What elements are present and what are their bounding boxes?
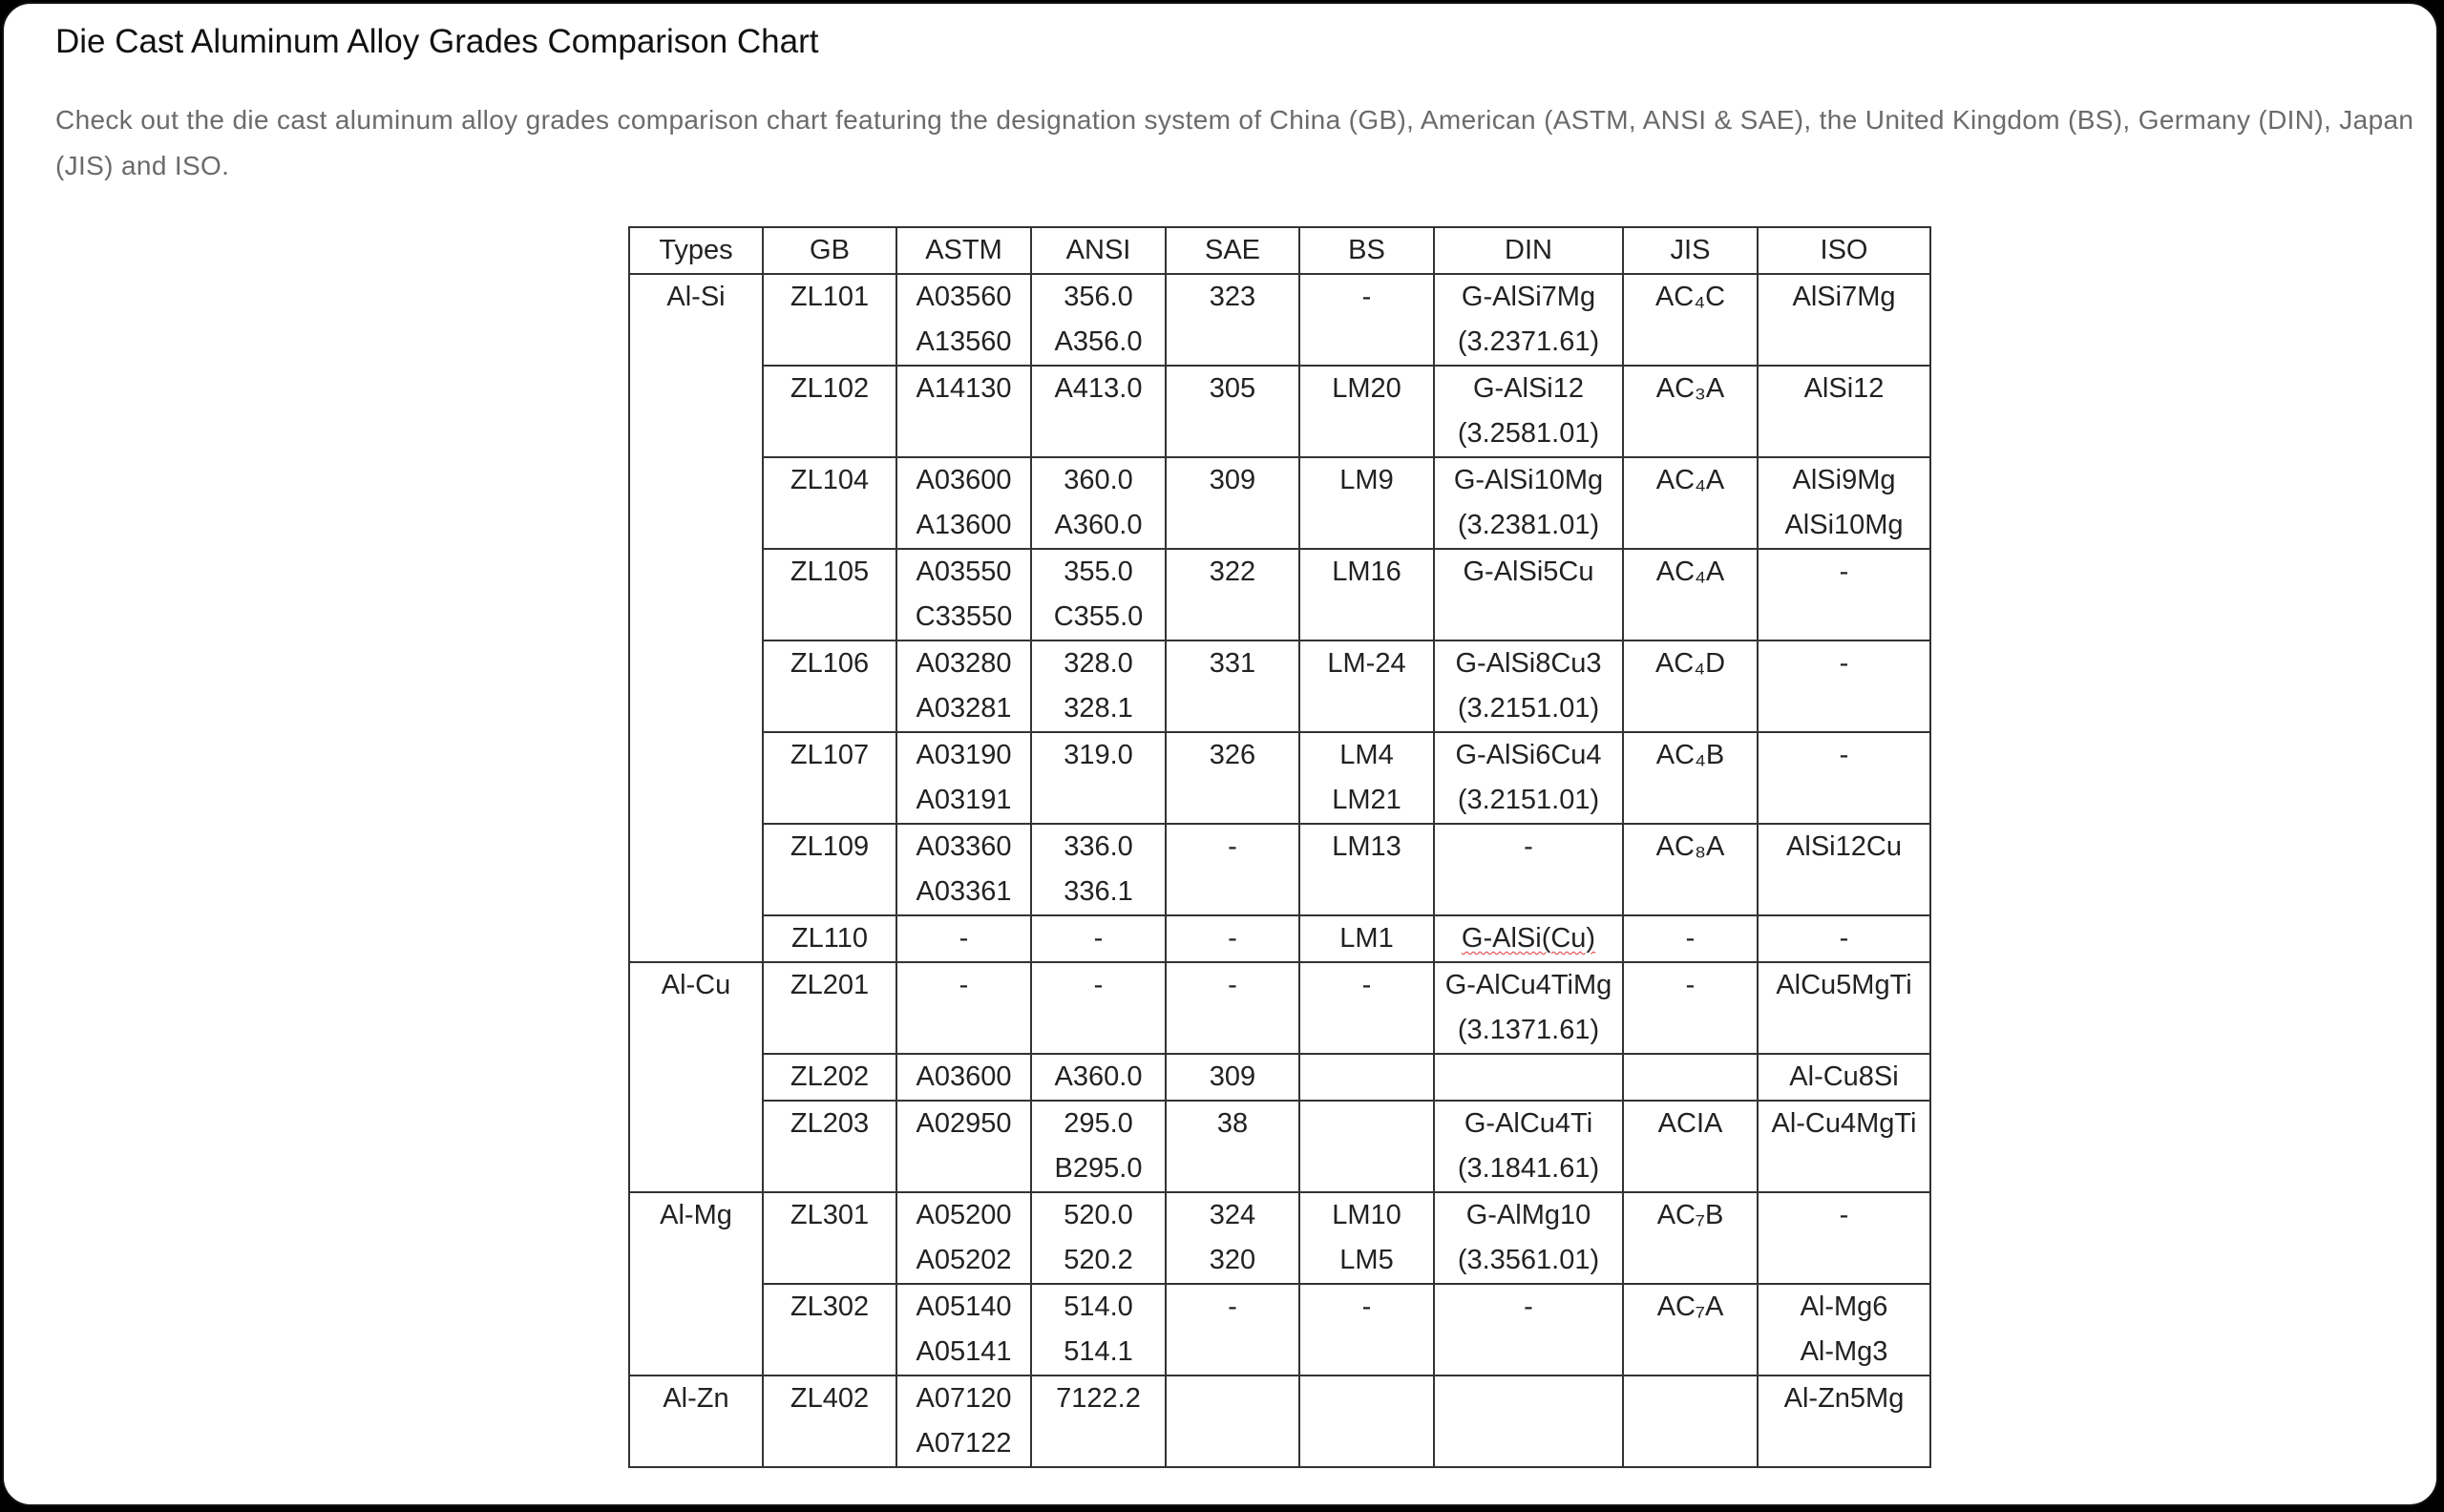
- cell-jis: ACIA: [1623, 1101, 1758, 1192]
- cell-astm: [896, 915, 1031, 962]
- cell-line: G-AlCu4Ti: [1464, 1108, 1593, 1139]
- column-header: JIS: [1623, 227, 1758, 274]
- cell-bs: [1299, 457, 1434, 549]
- cell-sae: [1166, 1054, 1299, 1101]
- cell-line: A360.0: [1054, 510, 1143, 540]
- cell-line: -: [1839, 648, 1849, 679]
- cell-ansi: [1031, 549, 1166, 640]
- cell-line: A03191: [916, 785, 1012, 815]
- cell-line: AlSi7Mg: [1792, 282, 1896, 312]
- cell-astm: [896, 549, 1031, 640]
- cell-din: [1434, 457, 1623, 549]
- cell-gb: ZL109: [763, 824, 896, 915]
- cell-line: A07120: [916, 1383, 1012, 1414]
- cell-line: -: [1228, 923, 1237, 954]
- table-body: [629, 274, 1930, 1467]
- cell-line: AlSi12: [1803, 373, 1885, 404]
- cell-iso: [1758, 549, 1930, 640]
- cell-line: 355.0: [1064, 556, 1133, 587]
- cell-iso: [1758, 1054, 1930, 1101]
- table-row: [629, 1284, 1930, 1376]
- cell-line: Al-Mg6: [1800, 1292, 1888, 1322]
- cell-din: [1434, 1054, 1623, 1101]
- cell-line: G-AlSi7Mg: [1461, 282, 1596, 312]
- cell-line: -: [959, 923, 969, 954]
- cell-gb: ZL302: [763, 1284, 896, 1376]
- cell-ansi: [1031, 1376, 1166, 1467]
- cell-din: [1434, 640, 1623, 732]
- cell-line: 356.0: [1064, 282, 1133, 312]
- cell-line: LM21: [1332, 785, 1401, 815]
- cell-line: G-AlSi6Cu4: [1455, 740, 1602, 770]
- cell-jis: -: [1623, 962, 1758, 1054]
- cell-din: [1434, 1101, 1623, 1192]
- cell-line: -: [1228, 1292, 1237, 1322]
- cell-line: 328.1: [1064, 693, 1133, 724]
- cell-line: 328.0: [1064, 648, 1133, 679]
- cell-line: A360.0: [1054, 1061, 1143, 1092]
- table-row: [629, 732, 1930, 824]
- cell-iso: [1758, 732, 1930, 824]
- cell-din: [1434, 824, 1623, 915]
- cell-gb: ZL102: [763, 366, 896, 457]
- cell-astm: [896, 366, 1031, 457]
- column-header: Types: [629, 227, 763, 274]
- cell-line: 38: [1216, 1108, 1249, 1139]
- cell-line: A03280: [916, 648, 1012, 679]
- table-row: [629, 1101, 1930, 1192]
- cell-line: 305: [1209, 373, 1256, 404]
- cell-line: G-AlSi(Cu): [1461, 923, 1596, 954]
- cell-sae: [1166, 1376, 1299, 1467]
- cell-type: [629, 640, 763, 732]
- cell-type: [629, 915, 763, 962]
- cell-gb: ZL104: [763, 457, 896, 549]
- cell-line: Al-Cu4MgTi: [1771, 1108, 1917, 1139]
- cell-astm: [896, 962, 1031, 1054]
- table-row: [629, 915, 1930, 962]
- cell-line: A07122: [916, 1428, 1012, 1459]
- cell-iso: [1758, 962, 1930, 1054]
- cell-line: A14130: [916, 373, 1012, 404]
- cell-type: [629, 1054, 763, 1101]
- table-row: [629, 274, 1930, 366]
- cell-line: Al-Mg3: [1800, 1336, 1888, 1367]
- cell-bs: [1299, 274, 1434, 366]
- cell-line: 323: [1209, 282, 1256, 312]
- column-header: ISO: [1758, 227, 1930, 274]
- cell-sae: [1166, 915, 1299, 962]
- cell-ansi: [1031, 915, 1166, 962]
- cell-iso: [1758, 1192, 1930, 1284]
- cell-bs: [1299, 1376, 1434, 1467]
- cell-line: LM10: [1332, 1200, 1401, 1230]
- cell-iso: [1758, 640, 1930, 732]
- table-row: [629, 366, 1930, 457]
- cell-line: G-AlSi8Cu3: [1455, 648, 1602, 679]
- cell-ansi: [1031, 1284, 1166, 1376]
- cell-jis: AC₄A: [1623, 549, 1758, 640]
- cell-line: (3.2151.01): [1457, 693, 1600, 724]
- cell-din: [1434, 915, 1623, 962]
- cell-jis: AC₄C: [1623, 274, 1758, 366]
- cell-ansi: [1031, 640, 1166, 732]
- cell-line: Al-Zn5Mg: [1783, 1383, 1905, 1414]
- cell-type: Al-Si: [629, 274, 763, 366]
- cell-sae: [1166, 1284, 1299, 1376]
- cell-bs: [1299, 915, 1434, 962]
- cell-astm: [896, 1284, 1031, 1376]
- cell-astm: [896, 1376, 1031, 1467]
- cell-type: Al-Cu: [629, 962, 763, 1054]
- cell-sae: [1166, 549, 1299, 640]
- cell-ansi: [1031, 1054, 1166, 1101]
- cell-bs: [1299, 732, 1434, 824]
- cell-line: LM-24: [1327, 648, 1406, 679]
- cell-astm: [896, 1101, 1031, 1192]
- cell-type: Al-Zn: [629, 1376, 763, 1467]
- cell-bs: [1299, 1284, 1434, 1376]
- cell-line: -: [1839, 556, 1849, 587]
- cell-ansi: [1031, 732, 1166, 824]
- cell-line: 520.0: [1064, 1200, 1133, 1230]
- cell-ansi: [1031, 457, 1166, 549]
- cell-bs: [1299, 1192, 1434, 1284]
- cell-line: -: [1839, 740, 1849, 770]
- alloy-grades-table: [628, 226, 1931, 1468]
- cell-line: A03360: [916, 831, 1012, 862]
- cell-iso: [1758, 457, 1930, 549]
- cell-gb: ZL105: [763, 549, 896, 640]
- table-row: [629, 1054, 1930, 1101]
- cell-line: LM20: [1332, 373, 1401, 404]
- cell-ansi: [1031, 1101, 1166, 1192]
- cell-line: A03600: [916, 465, 1012, 495]
- table-row: [629, 1376, 1930, 1467]
- cell-line: 514.0: [1064, 1292, 1133, 1322]
- cell-jis: [1623, 1054, 1758, 1101]
- cell-line: (3.2581.01): [1457, 418, 1600, 449]
- column-header: SAE: [1166, 227, 1299, 274]
- cell-line: AlSi10Mg: [1784, 510, 1904, 540]
- cell-iso: [1758, 1376, 1930, 1467]
- cell-jis: AC₄A: [1623, 457, 1758, 549]
- cell-astm: [896, 824, 1031, 915]
- cell-din: [1434, 962, 1623, 1054]
- cell-line: LM4: [1339, 740, 1394, 770]
- cell-line: -: [1093, 923, 1104, 954]
- cell-sae: [1166, 962, 1299, 1054]
- column-header: GB: [763, 227, 896, 274]
- cell-type: [629, 549, 763, 640]
- cell-line: A03361: [916, 876, 1012, 907]
- cell-din: [1434, 1192, 1623, 1284]
- cell-line: AlSi12Cu: [1786, 831, 1902, 862]
- cell-line: LM9: [1339, 465, 1394, 495]
- cell-sae: [1166, 1192, 1299, 1284]
- cell-ansi: [1031, 962, 1166, 1054]
- cell-line: LM1: [1339, 923, 1394, 954]
- cell-line: A03600: [916, 1061, 1012, 1092]
- column-header: BS: [1299, 227, 1434, 274]
- cell-line: A413.0: [1054, 373, 1143, 404]
- cell-line: 336.0: [1064, 831, 1133, 862]
- cell-sae: [1166, 1101, 1299, 1192]
- cell-line: A03550: [916, 556, 1012, 587]
- cell-astm: [896, 732, 1031, 824]
- cell-line: -: [1524, 1292, 1533, 1322]
- cell-line: A05140: [916, 1292, 1012, 1322]
- cell-line: 7122.2: [1056, 1383, 1141, 1414]
- cell-line: AlSi9Mg: [1792, 465, 1896, 495]
- cell-line: (3.2371.61): [1457, 326, 1600, 357]
- cell-bs: [1299, 549, 1434, 640]
- cell-line: G-AlSi12: [1472, 373, 1585, 404]
- cell-line: C33550: [915, 601, 1013, 632]
- cell-line: -: [1361, 1292, 1372, 1322]
- cell-type: [629, 1101, 763, 1192]
- cell-line: 326: [1209, 740, 1256, 770]
- cell-line: -: [1093, 970, 1104, 1000]
- cell-line: A02950: [916, 1108, 1012, 1139]
- cell-type: Al-Mg: [629, 1192, 763, 1284]
- cell-din: [1434, 732, 1623, 824]
- column-header: ANSI: [1031, 227, 1166, 274]
- cell-sae: [1166, 274, 1299, 366]
- cell-line: -: [1228, 831, 1237, 862]
- cell-ansi: [1031, 824, 1166, 915]
- cell-astm: [896, 1054, 1031, 1101]
- cell-line: (3.1371.61): [1457, 1015, 1600, 1045]
- cell-jis: -: [1623, 915, 1758, 962]
- cell-line: A05141: [916, 1336, 1012, 1367]
- cell-jis: AC₈A: [1623, 824, 1758, 915]
- cell-gb: ZL301: [763, 1192, 896, 1284]
- cell-line: G-AlCu4TiMg: [1444, 970, 1612, 1000]
- cell-line: A03190: [916, 740, 1012, 770]
- page-description: Check out the die cast aluminum alloy grades comparison chart featuring the designation system of China (GB), American (ASTM, ANSI & SAE), the United Kingdom (BS), Germany (DIN), Japan (JIS) and ISO.: [55, 105, 2414, 180]
- content-card: [2, 2, 2438, 1506]
- table-header-row: [629, 227, 1930, 274]
- cell-ansi: [1031, 1192, 1166, 1284]
- cell-line: A356.0: [1054, 326, 1143, 357]
- cell-line: 324: [1209, 1200, 1256, 1230]
- cell-iso: [1758, 1284, 1930, 1376]
- cell-line: -: [1228, 970, 1237, 1000]
- cell-sae: [1166, 366, 1299, 457]
- cell-din: [1434, 549, 1623, 640]
- cell-line: G-AlSi10Mg: [1453, 465, 1604, 495]
- table-row: [629, 549, 1930, 640]
- cell-line: 295.0: [1064, 1108, 1133, 1139]
- table-row: [629, 640, 1930, 732]
- cell-line: 336.1: [1064, 876, 1133, 907]
- cell-iso: [1758, 366, 1930, 457]
- cell-line: AlCu5MgTi: [1776, 970, 1912, 1000]
- cell-line: -: [1361, 282, 1372, 312]
- cell-line: LM5: [1339, 1245, 1394, 1275]
- cell-bs: [1299, 1054, 1434, 1101]
- column-header: ASTM: [896, 227, 1031, 274]
- cell-line: -: [1839, 1200, 1849, 1230]
- table-row: [629, 457, 1930, 549]
- cell-line: B295.0: [1054, 1153, 1143, 1184]
- cell-line: A13600: [916, 510, 1012, 540]
- cell-line: 514.1: [1064, 1336, 1133, 1367]
- cell-line: G-AlSi5Cu: [1463, 556, 1594, 587]
- cell-line: A05202: [916, 1245, 1012, 1275]
- cell-line: LM13: [1332, 831, 1401, 862]
- cell-sae: [1166, 824, 1299, 915]
- cell-gb: ZL101: [763, 274, 896, 366]
- cell-line: 360.0: [1064, 465, 1133, 495]
- cell-bs: [1299, 962, 1434, 1054]
- cell-line: A05200: [916, 1200, 1012, 1230]
- cell-line: (3.2151.01): [1457, 785, 1600, 815]
- cell-astm: [896, 457, 1031, 549]
- cell-line: LM16: [1332, 556, 1401, 587]
- cell-line: 309: [1209, 465, 1256, 495]
- cell-din: [1434, 274, 1623, 366]
- cell-line: A13560: [916, 326, 1012, 357]
- cell-ansi: [1031, 366, 1166, 457]
- cell-iso: [1758, 1101, 1930, 1192]
- cell-line: 320: [1209, 1245, 1256, 1275]
- cell-sae: [1166, 457, 1299, 549]
- cell-type: [629, 366, 763, 457]
- cell-line: 331: [1209, 648, 1256, 679]
- table-row: [629, 962, 1930, 1054]
- cell-din: [1434, 1284, 1623, 1376]
- cell-line: 322: [1209, 556, 1256, 587]
- cell-gb: ZL106: [763, 640, 896, 732]
- cell-line: -: [1361, 970, 1372, 1000]
- cell-jis: [1623, 1376, 1758, 1467]
- cell-astm: [896, 1192, 1031, 1284]
- cell-gb: ZL402: [763, 1376, 896, 1467]
- cell-line: -: [1839, 923, 1849, 954]
- cell-line: C355.0: [1053, 601, 1144, 632]
- cell-jis: AC₃A: [1623, 366, 1758, 457]
- cell-line: (3.3561.01): [1457, 1245, 1600, 1275]
- cell-line: A03281: [916, 693, 1012, 724]
- cell-gb: ZL110: [763, 915, 896, 962]
- cell-line: Al-Cu8Si: [1789, 1061, 1899, 1092]
- cell-type: [629, 824, 763, 915]
- cell-line: 520.2: [1064, 1245, 1133, 1275]
- cell-astm: [896, 274, 1031, 366]
- column-header: DIN: [1434, 227, 1623, 274]
- table-row: [629, 824, 1930, 915]
- cell-jis: AC₇B: [1623, 1192, 1758, 1284]
- cell-iso: [1758, 824, 1930, 915]
- cell-sae: [1166, 640, 1299, 732]
- cell-jis: AC₇A: [1623, 1284, 1758, 1376]
- cell-gb: ZL202: [763, 1054, 896, 1101]
- cell-jis: AC₄B: [1623, 732, 1758, 824]
- cell-gb: ZL107: [763, 732, 896, 824]
- cell-jis: AC₄D: [1623, 640, 1758, 732]
- cell-type: [629, 457, 763, 549]
- cell-type: [629, 732, 763, 824]
- table-row: [629, 1192, 1930, 1284]
- cell-astm: [896, 640, 1031, 732]
- cell-bs: [1299, 366, 1434, 457]
- cell-gb: ZL203: [763, 1101, 896, 1192]
- cell-line: G-AlMg10: [1465, 1200, 1591, 1230]
- cell-din: [1434, 1376, 1623, 1467]
- cell-iso: [1758, 274, 1930, 366]
- cell-line: -: [1524, 831, 1533, 862]
- cell-bs: [1299, 1101, 1434, 1192]
- cell-type: [629, 1284, 763, 1376]
- cell-line: -: [959, 970, 969, 1000]
- cell-line: A03560: [916, 282, 1012, 312]
- cell-bs: [1299, 640, 1434, 732]
- cell-line: 309: [1209, 1061, 1256, 1092]
- cell-line: (3.2381.01): [1457, 510, 1600, 540]
- cell-bs: [1299, 824, 1434, 915]
- cell-ansi: [1031, 274, 1166, 366]
- page-title: Die Cast Aluminum Alloy Grades Comparison Chart: [55, 23, 819, 60]
- cell-line: 319.0: [1064, 740, 1133, 770]
- cell-iso: [1758, 915, 1930, 962]
- cell-din: [1434, 366, 1623, 457]
- cell-line: (3.1841.61): [1457, 1153, 1600, 1184]
- cell-gb: ZL201: [763, 962, 896, 1054]
- cell-sae: [1166, 732, 1299, 824]
